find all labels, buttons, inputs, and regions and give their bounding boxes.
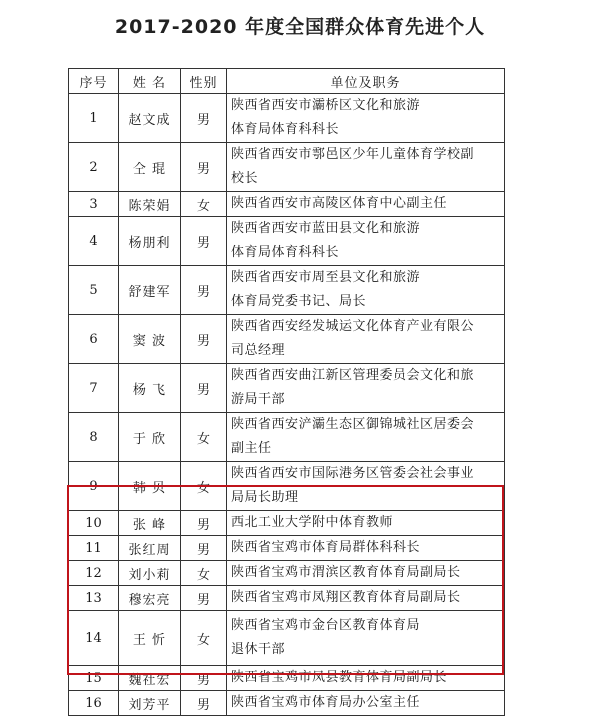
cell-sex: 女: [181, 413, 227, 462]
unit-line: 陕西省宝鸡市凤县教育体育局副局长: [231, 670, 448, 685]
unit-line: 陕西省西安曲江新区管理委员会文化和旅: [231, 368, 475, 383]
cell-unit: [227, 413, 505, 462]
cell-sex: 男: [181, 666, 227, 691]
cell-name: 穆宏亮: [119, 586, 181, 611]
cell-unit: [227, 192, 505, 217]
unit-line: 副主任: [231, 441, 272, 456]
cell-name: 舒建军: [119, 266, 181, 315]
table-row: [69, 192, 505, 217]
cell-no: 13: [69, 586, 119, 611]
cell-sex: 男: [181, 315, 227, 364]
unit-line: 陕西省宝鸡市凤翔区教育体育局副局长: [231, 590, 461, 605]
honoree-table: [68, 68, 505, 716]
unit-line: 司总经理: [231, 343, 286, 358]
cell-name: 于 欣: [119, 413, 181, 462]
unit-line: 体育局体育科科长: [231, 122, 340, 137]
cell-no: 11: [69, 536, 119, 561]
cell-no: 9: [69, 462, 119, 511]
unit-line: 陕西省西安市蓝田县文化和旅游: [231, 221, 421, 236]
cell-name: 赵文成: [119, 94, 181, 143]
table-row: [69, 413, 505, 462]
cell-unit: [227, 691, 505, 716]
unit-line: 游局干部: [231, 392, 286, 407]
cell-sex: 男: [181, 217, 227, 266]
table-row: [69, 217, 505, 266]
cell-unit: [227, 511, 505, 536]
cell-unit: [227, 536, 505, 561]
table-row: [69, 691, 505, 716]
cell-no: 1: [69, 94, 119, 143]
cell-sex: 女: [181, 462, 227, 511]
table-row: [69, 666, 505, 691]
cell-no: 15: [69, 666, 119, 691]
cell-no: 14: [69, 611, 119, 666]
cell-no: 10: [69, 511, 119, 536]
unit-line: 陕西省西安市灞桥区文化和旅游: [231, 98, 421, 113]
cell-name: 陈荣娟: [119, 192, 181, 217]
header-sex: 性别: [181, 69, 227, 94]
cell-no: 2: [69, 143, 119, 192]
cell-name: 张红周: [119, 536, 181, 561]
cell-no: 16: [69, 691, 119, 716]
cell-name: 刘小莉: [119, 561, 181, 586]
cell-unit: [227, 94, 505, 143]
cell-unit: [227, 666, 505, 691]
unit-line: 体育局党委书记、局长: [231, 294, 367, 309]
unit-line: 陕西省西安市国际港务区管委会社会事业: [231, 466, 475, 481]
cell-no: 3: [69, 192, 119, 217]
cell-unit: [227, 266, 505, 315]
cell-name: 魏社宏: [119, 666, 181, 691]
cell-sex: 男: [181, 586, 227, 611]
unit-line: 陕西省西安市周至县文化和旅游: [231, 270, 421, 285]
header-no: 序号: [69, 69, 119, 94]
cell-sex: 男: [181, 143, 227, 192]
cell-sex: 男: [181, 511, 227, 536]
unit-line: 陕西省宝鸡市体育局群体科科长: [231, 540, 421, 555]
cell-unit: [227, 364, 505, 413]
cell-sex: 女: [181, 561, 227, 586]
table-row: [69, 266, 505, 315]
cell-unit: [227, 561, 505, 586]
cell-sex: 男: [181, 94, 227, 143]
table-row: [69, 315, 505, 364]
cell-name: 张 峰: [119, 511, 181, 536]
cell-no: 5: [69, 266, 119, 315]
table-row: [69, 536, 505, 561]
cell-sex: 男: [181, 536, 227, 561]
unit-line: 体育局体育科科长: [231, 245, 340, 260]
cell-no: 7: [69, 364, 119, 413]
table-row: [69, 94, 505, 143]
table-container: [68, 68, 504, 716]
cell-no: 4: [69, 217, 119, 266]
cell-unit: [227, 143, 505, 192]
table-row: [69, 143, 505, 192]
table-header-row: [69, 69, 505, 94]
cell-sex: 男: [181, 691, 227, 716]
table-row: [69, 511, 505, 536]
cell-sex: 男: [181, 364, 227, 413]
cell-unit: [227, 315, 505, 364]
cell-sex: 女: [181, 192, 227, 217]
header-unit: 单位及职务: [227, 69, 505, 94]
cell-unit: [227, 586, 505, 611]
table-row: [69, 462, 505, 511]
cell-name: 窦 波: [119, 315, 181, 364]
unit-line: 陕西省西安经发城运文化体育产业有限公: [231, 319, 475, 334]
cell-no: 6: [69, 315, 119, 364]
unit-line: 陕西省西安浐灞生态区御锦城社区居委会: [231, 417, 475, 432]
unit-line: 陕西省宝鸡市金台区教育体育局: [231, 618, 421, 633]
unit-line: 退休干部: [231, 642, 286, 657]
unit-line: 局局长助理: [231, 490, 299, 505]
cell-unit: [227, 462, 505, 511]
table-row: [69, 364, 505, 413]
cell-name: 仝 琨: [119, 143, 181, 192]
document-title: 2017-2020 年度全国群众体育先进个人: [114, 16, 486, 38]
cell-no: 8: [69, 413, 119, 462]
table-row: [69, 611, 505, 666]
unit-line: 陕西省西安市鄠邑区少年儿童体育学校副: [231, 147, 475, 162]
cell-no: 12: [69, 561, 119, 586]
unit-line: 陕西省西安市高陵区体育中心副主任: [231, 196, 448, 211]
unit-line: 陕西省宝鸡市渭滨区教育体育局副局长: [231, 565, 461, 580]
unit-line: 校长: [231, 171, 259, 186]
cell-unit: [227, 217, 505, 266]
cell-sex: 女: [181, 611, 227, 666]
table-row: [69, 561, 505, 586]
cell-name: 刘芳平: [119, 691, 181, 716]
header-name: 姓 名: [119, 69, 181, 94]
unit-line: 西北工业大学附中体育教师: [231, 515, 394, 530]
cell-name: 杨朋利: [119, 217, 181, 266]
cell-unit: [227, 611, 505, 666]
table-row: [69, 586, 505, 611]
cell-name: 王 忻: [119, 611, 181, 666]
cell-name: 韩 贝: [119, 462, 181, 511]
unit-line: 陕西省宝鸡市体育局办公室主任: [231, 695, 421, 710]
cell-sex: 男: [181, 266, 227, 315]
table-body: [69, 94, 505, 716]
cell-name: 杨 飞: [119, 364, 181, 413]
